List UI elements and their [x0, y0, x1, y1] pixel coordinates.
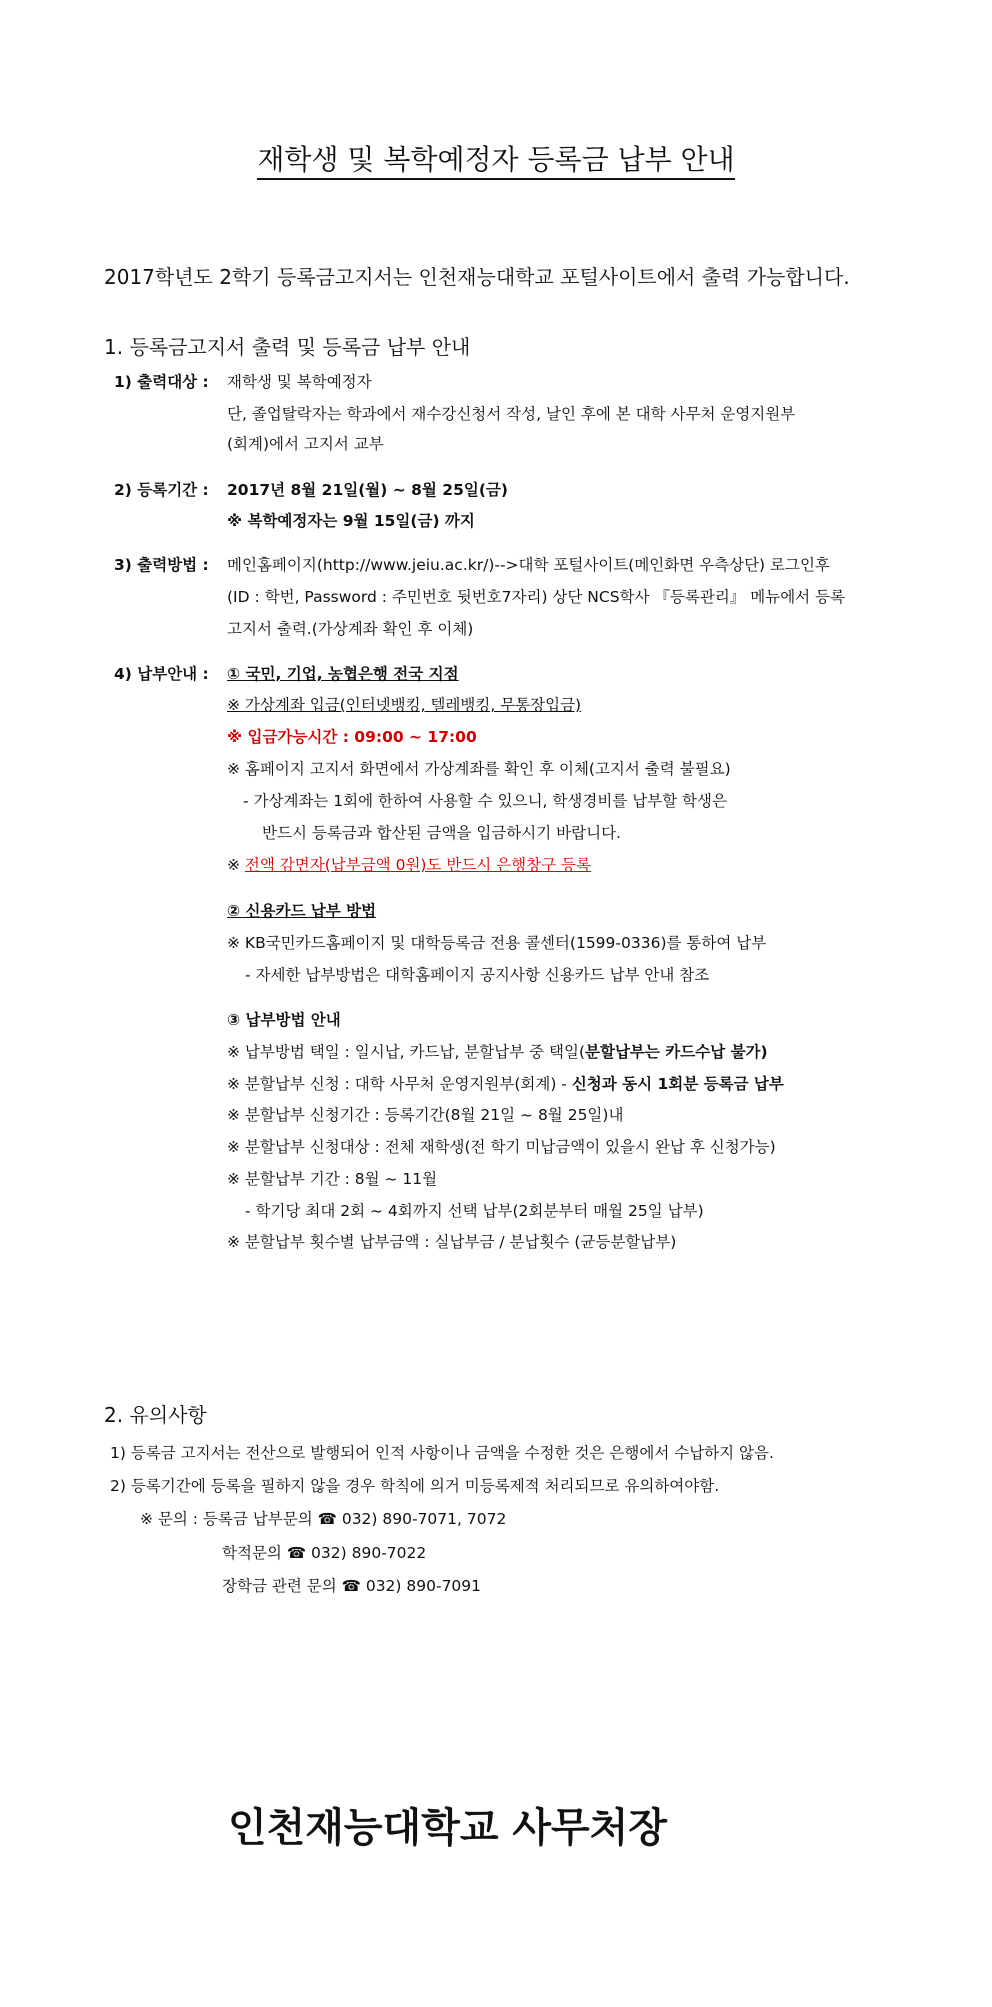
methods-term-note: - 학기당 최대 2회 ~ 4회까지 선택 납부(2회분부터 매월 25일 납부): [245, 1202, 704, 1220]
method-line-2: (ID : 학번, Password : 주민번호 뒷번호7자리) 상단 NCS학사 『등록관리』 메뉴에서 등록: [227, 588, 846, 606]
page-title: [0, 138, 992, 178]
bank-once-1: - 가상계좌는 1회에 한하여 사용할 수 있으니, 학생경비를 납부할 학생은: [243, 792, 727, 810]
title-text: 재학생 및 복학예정자 등록금 납부 안내: [257, 143, 734, 180]
signature-footer: 인천재능대학교 사무처장: [228, 1805, 667, 1851]
methods-amount: ※ 분할납부 횟수별 납부금액 : 실납부금 / 분납횟수 (균등분할납부): [227, 1233, 677, 1251]
methods-choice-b: 분할납부는 카드수납 불가: [585, 1043, 761, 1061]
bank-exempt-line: [227, 853, 591, 875]
contact-line-3: 장학금 관련 문의 ☎ 032) 890-7091: [222, 1577, 482, 1595]
methods-heading: ③ 납부방법 안내: [227, 1011, 341, 1029]
payment-label: 4) 납부안내 :: [114, 665, 209, 683]
notice-item-1: 1) 등록금 고지서는 전산으로 발행되어 인적 사항이나 금액을 수정한 것은 은행에서 수납하지 않음.: [110, 1444, 774, 1462]
bank-heading: ① 국민, 기업, 농협은행 전국 지점: [227, 665, 459, 683]
contact-line-2: 학적문의 ☎ 032) 890-7022: [222, 1544, 427, 1562]
method-line-1: 메인홈페이지(http://www.jeiu.ac.kr/)-->대학 포털사이트(메인화면 우측상단) 로그인후: [227, 556, 830, 574]
methods-apply-target: ※ 분할납부 신청대상 : 전체 재학생(전 학기 미납금액이 있을시 완납 후 신청가능): [227, 1138, 776, 1156]
methods-term: ※ 분할납부 기간 : 8월 ~ 11월: [227, 1170, 438, 1188]
section2-heading: 2. 유의사항: [104, 1403, 207, 1427]
bank-once-2: 반드시 등록금과 합산된 금액을 입금하시기 바랍니다.: [262, 824, 621, 842]
bank-homepage: ※ 홈페이지 고지서 화면에서 가상계좌를 확인 후 이체(고지서 출력 불필요): [227, 760, 731, 778]
target-value: 재학생 및 복학예정자: [227, 373, 372, 391]
contact-line-1: ※ 문의 : 등록금 납부문의 ☎ 032) 890-7071, 7072: [140, 1510, 507, 1528]
methods-apply: [227, 1072, 784, 1094]
period-label: 2) 등록기간 :: [114, 481, 209, 499]
bank-exempt-text: 전액 감면자(납부금액 0원)도 반드시 은행창구 등록: [244, 856, 591, 874]
card-line-1: ※ KB국민카드홈페이지 및 대학등록금 전용 콜센터(1599-0336)를 통하여 납부: [227, 934, 767, 952]
target-note-1: 단, 졸업탈락자는 학과에서 재수강신청서 작성, 날인 후에 본 대학 사무처 운영지원부: [227, 405, 796, 423]
card-heading: ② 신용카드 납부 방법: [227, 902, 377, 920]
bank-hours: ※ 입금가능시간 : 09:00 ~ 17:00: [227, 728, 477, 746]
methods-apply-b: 신청과 동시 1회분 등록금 납부: [571, 1075, 784, 1093]
method-line-3: 고지서 출력.(가상계좌 확인 후 이체): [227, 620, 474, 638]
target-label: 1) 출력대상 :: [114, 373, 209, 391]
methods-apply-a: ※ 분할납부 신청 : 대학 사무처 운영지원부(회계) -: [227, 1075, 572, 1093]
method-label: 3) 출력방법 :: [114, 556, 209, 574]
period-value: 2017년 8월 21일(월) ~ 8월 25일(금): [227, 481, 508, 499]
methods-choice-c: ): [760, 1043, 768, 1061]
period-note: ※ 복학예정자는 9월 15일(금) 까지: [227, 512, 475, 530]
bank-virtual: ※ 가상계좌 입금(인터넷뱅킹, 텔레뱅킹, 무통장입금): [227, 696, 582, 714]
target-note-2: (회계)에서 고지서 교부: [227, 435, 384, 453]
methods-choice: [227, 1040, 768, 1062]
card-line-2: - 자세한 납부방법은 대학홈페이지 공지사항 신용카드 납부 안내 참조: [245, 966, 710, 984]
methods-apply-period: ※ 분할납부 신청기간 : 등록기간(8월 21일 ~ 8월 25일)내: [227, 1106, 624, 1124]
notice-item-2: 2) 등록기간에 등록을 필하지 않을 경우 학칙에 의거 미등록제적 처리되므로 유의하여야함.: [110, 1477, 720, 1495]
bank-exempt-mark: ※: [227, 856, 245, 874]
section1-heading: 1. 등록금고지서 출력 및 등록금 납부 안내: [104, 335, 471, 359]
intro-text: 2017학년도 2학기 등록금고지서는 인천재능대학교 포털사이트에서 출력 가능합니다.: [104, 265, 850, 289]
methods-choice-a: ※ 납부방법 택일 : 일시납, 카드납, 분할납부 중 택일(: [227, 1043, 586, 1061]
